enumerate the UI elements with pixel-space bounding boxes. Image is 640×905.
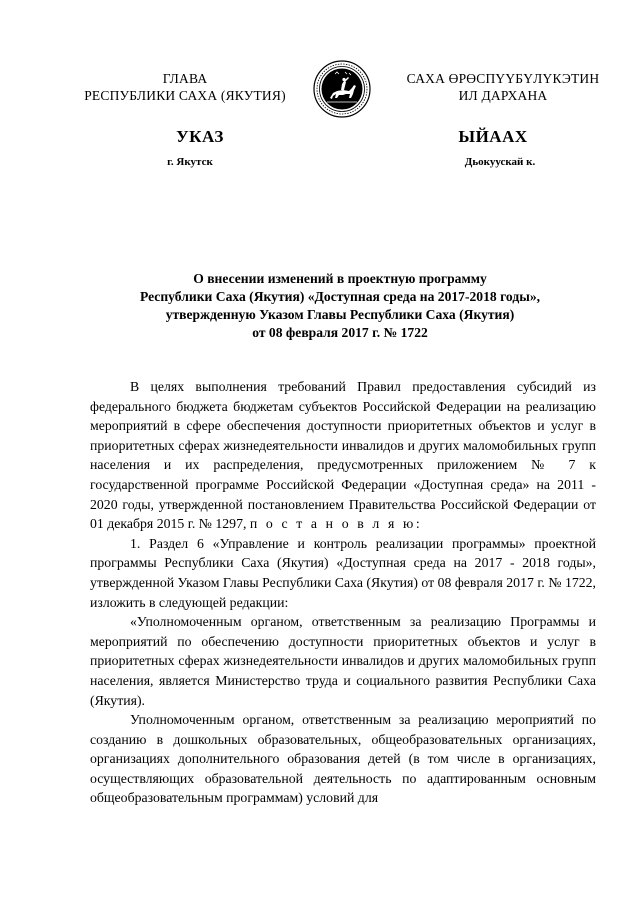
- header-right-line1: САХА ӨРӨСПҮҮБҮЛҮКЭТИН: [406, 71, 600, 86]
- document-title: [70, 270, 610, 342]
- city-ru: г. Якутск: [167, 156, 213, 168]
- decree-title-sakha: ЫЙААХ: [458, 127, 528, 146]
- title-line-4: от 08 февраля 2017 г. № 1722: [252, 325, 428, 340]
- resolve-word: п о с т а н о в л я ю:: [249, 516, 423, 532]
- title-line-3: утвержденную Указом Главы Республики Саха (Якутия): [165, 307, 515, 322]
- header-right-line2: ИЛ ДАРХАНА: [458, 88, 548, 103]
- header-left: [70, 70, 300, 104]
- paragraph-quote-2: Уполномоченным органом, ответственным за реализацию мероприятий по созданию в дошкольных образовательных, общеобразовательных организациях, организациях дополнительного образования детей (в том числе в организациях, осуществляющих образовательной деятельность по адаптированным основным общеобразовательным программам) условий для: [90, 712, 596, 806]
- paragraph-quote-1: «Уполномоченным органом, ответственным за реализацию Программы и мероприятий по обеспечению доступности приоритетных объектов и услуг в приоритетных сферах жизнедеятельности инвалидов и других маломобильных групп населения, является Министерство труда и социального развития Республики Саха (Якутия).: [90, 614, 596, 708]
- paragraph-item-1: 1. Раздел 6 «Управление и контроль реализации программы» проектной программы Республики Саха (Якутия) «Доступная среда на 2017 - 2018 годы», утвержденной Указом Главы Республики Саха (Якутия) от 08 февраля 2017 г. № 1722, изложить в следующей редакции:: [90, 535, 596, 610]
- preamble-text: В целях выполнения требований Правил предоставления субсидий из федерального бюджета бюджетам субъектов Российской Федерации на реализацию мероприятий в сфере обеспечения доступности приоритетных объектов и услуг в приоритетных сферах жизнедеятельности инвалидов и других маломобильных групп населения и их распределения, предусмотренных приложением № 7 к государственной программе Российской Федерации «Доступная среда» на 2011 - 2020 годы, утвержденной постановлением Правительства Российской Федерации от 01 декабря 2015 г. № 1297,: [90, 379, 596, 532]
- title-line-2: Республики Саха (Якутия) «Доступная среда на 2017-2018 годы»,: [139, 289, 541, 304]
- republic-coat-of-arms-icon: [313, 60, 371, 118]
- city-sakha: Дьокуускай к.: [464, 156, 536, 168]
- decree-title-ru: УКАЗ: [176, 127, 224, 146]
- header-left-line1: ГЛАВА: [162, 71, 208, 86]
- title-line-1: О внесении изменений в проектную программу: [193, 271, 487, 286]
- header-right: [388, 70, 618, 104]
- header-left-line2: РЕСПУБЛИКИ САХА (ЯКУТИЯ): [84, 88, 286, 103]
- document-body: [90, 377, 596, 808]
- paragraph-preamble: [90, 377, 596, 534]
